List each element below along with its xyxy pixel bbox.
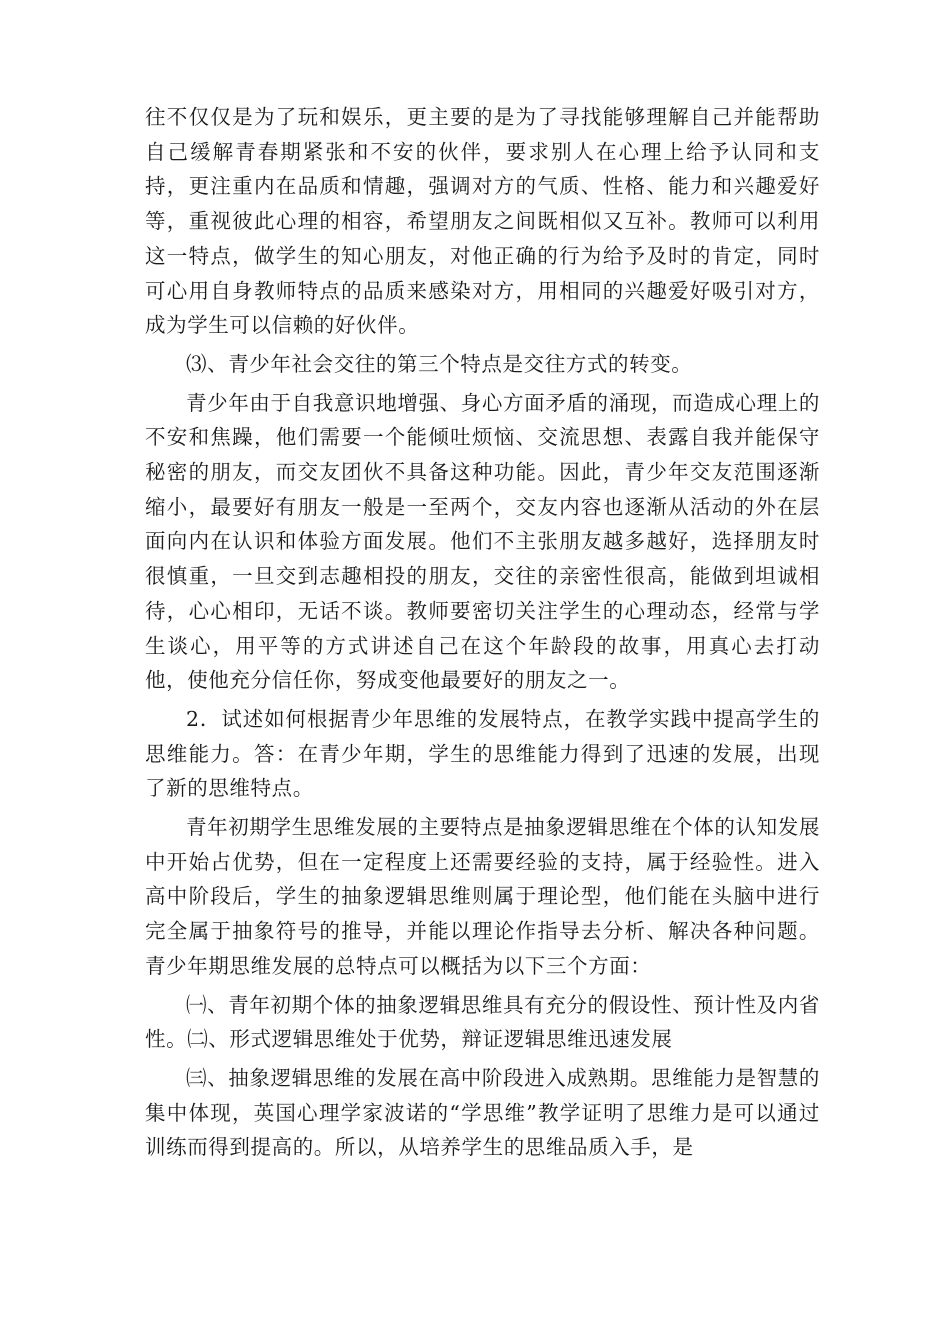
paragraph-3: 青少年由于自我意识地增强、身心方面矛盾的涌现，而造成心理上的不安和焦躁，他们需要一个能倾吐烦恼、交流思想、表露自我并能保守秘密的朋友，而交友团伙不具备这种功能。因此，青少年交友范围逐渐缩小，最要好有朋友一般是一至两个，交友内容也逐渐从活动的外在层面向内在认识和体验方面发展。他们不主张朋友越多越好，选择朋友时很慎重，一旦交到志趣相投的朋友，交往的亲密性很高，能做到坦诚相待，心心相印，无话不谈。教师要密切关注学生的心理动态，经常与学生谈心，用平等的方式讲述自己在这个年龄段的故事，用真心去打动他，使他充分信任你，努成变他最要好的朋友之一。 bbox=[145, 390, 820, 693]
document-body bbox=[145, 100, 820, 1169]
paragraph-2: ⑶、青少年社会交往的第三个特点是交往方式的转变。 bbox=[186, 351, 693, 376]
paragraph-7: ㈢、抽象逻辑思维的发展在高中阶段进入成熟期。思维能力是智慧的集中体现，英国心理学家波诺的“学思维”教学证明了思维力是可以通过训练而得到提高的。所以，从培养学生的思维品质入手，是 bbox=[145, 1065, 820, 1160]
paragraph-4: 2．试述如何根据青少年思维的发展特点，在教学实践中提高学生的思维能力。答：在青少年期，学生的思维能力得到了迅速的发展，出现了新的思维特点。 bbox=[145, 706, 820, 801]
paragraph-6: ㈠、青年初期个体的抽象逻辑思维具有充分的假设性、预计性及内省性。㈡、形式逻辑思维处于优势，辩证逻辑思维迅速发展 bbox=[145, 992, 820, 1052]
paragraph-5: 青年初期学生思维发展的主要特点是抽象逻辑思维在个体的认知发展中开始占优势，但在一定程度上还需要经验的支持，属于经验性。进入高中阶段后，学生的抽象逻辑思维则属于理论型，他们能在头脑中进行完全属于抽象符号的推导，并能以理论作指导去分析、解决各种问题。青少年期思维发展的总特点可以概括为以下三个方面： bbox=[145, 815, 820, 978]
paragraph-1: 往不仅仅是为了玩和娱乐，更主要的是为了寻找能够理解自己并能帮助自己缓解青春期紧张和不安的伙伴，要求别人在心理上给予认同和支持，更注重内在品质和情趣，强调对方的气质、性格、能力和兴趣爱好等，重视彼此心理的相容，希望朋友之间既相似又互补。教师可以利用这一特点，做学生的知心朋友，对他正确的行为给予及时的肯定，同时可心用自身教师特点的品质来感染对方，用相同的兴趣爱好吸引对方，成为学生可以信赖的好伙伴。 bbox=[145, 105, 820, 338]
